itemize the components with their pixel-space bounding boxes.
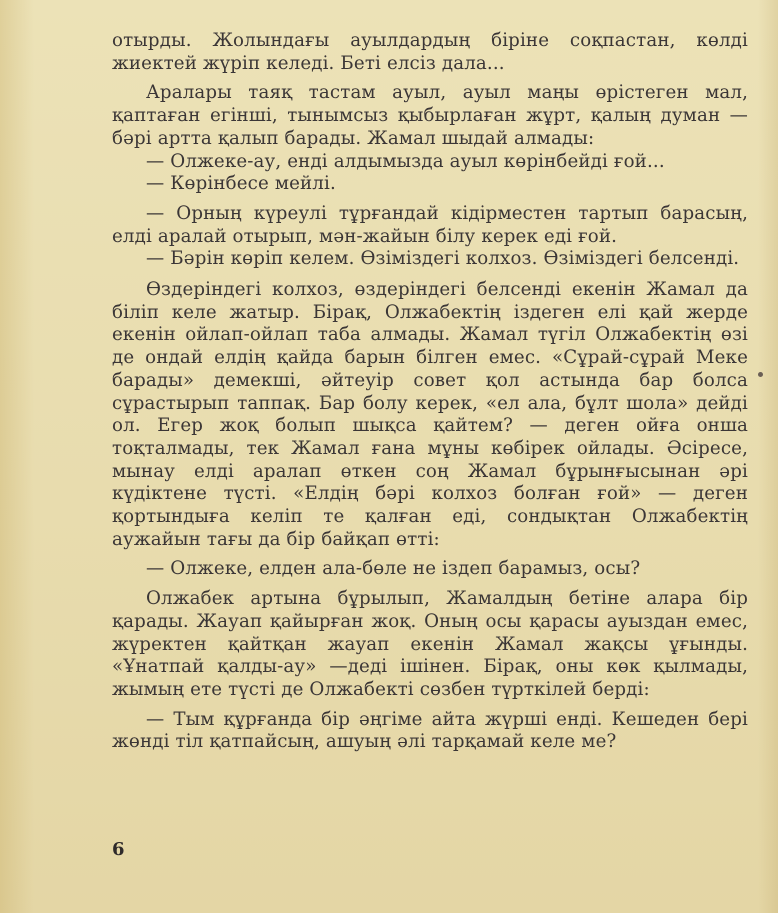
paragraph: отырды. Жолындағы ауылдардың біріне соқпастан, көлді жиектей жүріп келеді. Беті елсіз дала...: [112, 30, 748, 74]
body-text: [112, 30, 748, 754]
paragraph: Өздеріндегі колхоз, өздеріндегі белсенді екенін Жамал да біліп келе жатыр. Бірақ, Олжабектің іздеген елі қай жерде екенін ойлап-ойлап таба алмады. Жамал түгіл Олжабектің өзі де ондай елдің қайда барын білген емес. «Сұрай-сұрай Меке барады» демекші, әйтеуір совет қол астында бар болса сұрастырып таппақ. Бар болу керек, «ел ала, бұлт шола» дейді ол. Егер жоқ болып шықса қайтем? — деген ойға онша тоқталмады, тек Жамал ғана мұны көбірек ойлады. Әсіресе, мынау елді аралап өткен соң Жамал бұрынғысынан әрі күдіктене түсті. «Елдің бәрі колхоз болған ғой» — деген қортындыға келіп те қалған еді, сондықтан Олжабектің аужайын тағы да бір байқап өтті:: [112, 279, 748, 550]
paragraph: Аралары таяқ тастам ауыл, ауыл маңы өрістеген мал, қаптаған егінші, тынымсыз қыбырлаған жұрт, қалың думан — бәрі артта қалып барады. Жамал шыдай алмады:: [112, 82, 748, 149]
dialogue-line: — Олжеке-ау, енді алдымызда ауыл көрінбейді ғой...: [146, 150, 665, 172]
dialogue-line: — Көрінбесе мейлі.: [146, 173, 336, 195]
page-number: 6: [112, 839, 125, 860]
dialogue-line: — Бәрін көріп келем. Өзіміздегі колхоз. Өзіміздегі белсенді.: [146, 248, 740, 270]
dialogue-line: — Орның күреулі тұрғандай кідірместен тартып барасың, елді аралай отырып, мән-жайын білу керек еді ғой.: [112, 202, 748, 247]
paragraph: Олжабек артына бұрылып, Жамалдың бетіне алара бір қарады. Жауап қайырған жоқ. Оның осы қарасы ауыздан емес, жүректен қайтқан жауап екенін Жамал жақсы ұғынды. «Ұнатпай қалды-ау» —деді ішінен. Бірақ, оны көк қылмады, жымың ете түсті де Олжабекті сөзбен түрткілей берді:: [112, 588, 748, 700]
paper-speck: [758, 372, 763, 377]
dialogue-line: — Тым құрғанда бір әңгіме айта жүрші енді. Кешеден бері жөнді тіл қатпайсың, ашуың әлі тарқамай келе ме?: [112, 708, 748, 753]
dialogue-line: — Олжеке, елден ала-бөле не іздеп барамыз, осы?: [146, 558, 641, 580]
